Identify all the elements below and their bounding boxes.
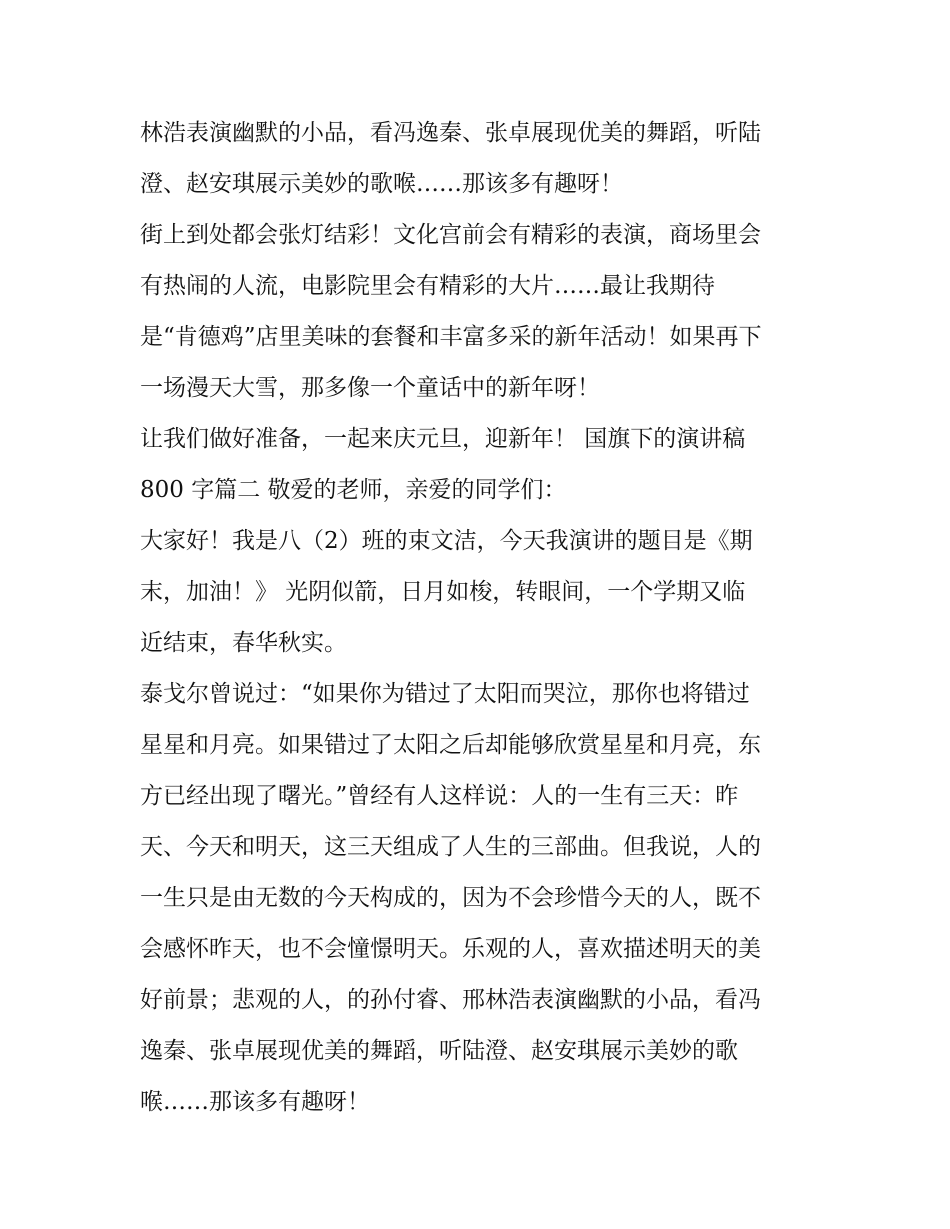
text-line: 有热闹的人流，电影院里会有精彩的大片……最让我期待: [140, 273, 715, 299]
text-line: 是“肯德鸡”店里美味的套餐和丰富多采的新年活动！如果再下: [140, 324, 762, 350]
text-line: 近结束，春华秋实。: [140, 630, 347, 656]
text-line: 方已经出现了曙光。”曾经有人这样说：人的一生有三天：昨: [140, 783, 739, 809]
text-line: 让我们做好准备，一起来庆元旦，迎新年！ 国旗下的演讲稿: [140, 426, 746, 452]
text-line: 好前景；悲观的人，的孙付睿、邢林浩表演幽默的小品，看冯: [140, 987, 761, 1013]
body-text: [140, 108, 820, 1128]
text-line: 会感怀昨天，也不会憧憬明天。乐观的人，喜欢描述明天的美: [140, 936, 761, 962]
text-line: 一生只是由无数的今天构成的，因为不会珍惜今天的人，既不: [140, 885, 761, 911]
text-line: 一场漫天大雪，那多像一个童话中的新年呀！: [140, 375, 600, 401]
text-line: 800 字篇二 敬爱的老师，亲爱的同学们：: [140, 477, 567, 503]
text-line: 星星和月亮。如果错过了太阳之后却能够欣赏星星和月亮，东: [140, 732, 761, 758]
text-line: 街上到处都会张灯结彩！文化宫前会有精彩的表演，商场里会: [140, 222, 761, 248]
text-line: 林浩表演幽默的小品，看冯逸秦、张卓展现优美的舞蹈，听陆: [140, 120, 761, 146]
text-line: 大家好！我是八（2）班的束文洁，今天我演讲的题目是《期: [140, 528, 753, 554]
text-line: 末，加油！》 光阴似箭，日月如梭，转眼间，一个学期又临: [140, 579, 746, 605]
text-line: 澄、赵安琪展示美妙的歌喉……那该多有趣呀！: [140, 171, 623, 197]
text-line: 天、今天和明天，这三天组成了人生的三部曲。但我说，人的: [140, 834, 761, 860]
text-line: 逸秦、张卓展现优美的舞蹈，听陆澄、赵安琪展示美妙的歌: [140, 1038, 738, 1064]
text-line: 泰戈尔曾说过：“如果你为错过了太阳而哭泣，那你也将错过: [140, 681, 750, 707]
text-line: 喉……那该多有趣呀！: [140, 1089, 370, 1115]
